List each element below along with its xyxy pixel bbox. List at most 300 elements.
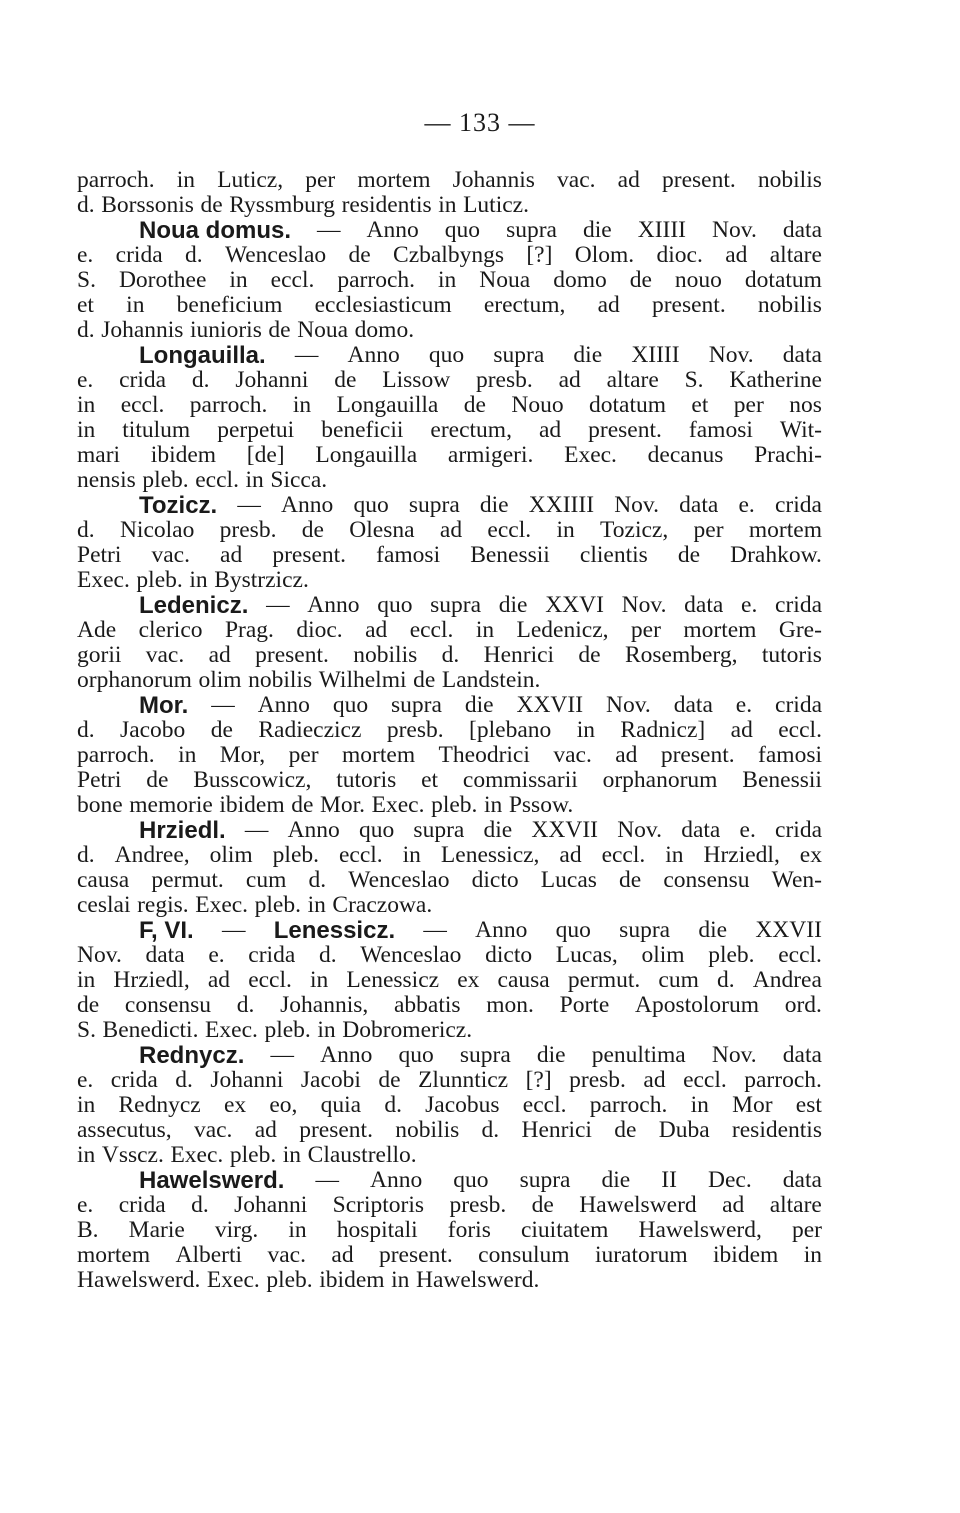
- word: de: [268, 317, 291, 343]
- word: quo: [377, 592, 413, 618]
- word: decanus: [647, 442, 724, 468]
- word: quia: [320, 1092, 362, 1118]
- word: Johannis: [101, 317, 184, 343]
- word: Alberti: [175, 1242, 243, 1268]
- word: Anno: [366, 217, 419, 243]
- word: Longauilla: [315, 442, 418, 468]
- word: vac.: [267, 1242, 306, 1268]
- word: erectum,: [430, 417, 512, 443]
- text-line: [77, 743, 822, 768]
- word: orphanorum: [602, 767, 718, 793]
- word: Bystrzicz.: [214, 567, 309, 593]
- word: e.: [739, 817, 756, 843]
- word: eccl.: [522, 1092, 567, 1118]
- word: e.: [77, 1192, 94, 1218]
- text-line: [77, 1143, 822, 1168]
- word: eccl.: [487, 517, 532, 543]
- word: in: [77, 417, 96, 443]
- text-line: [77, 518, 822, 543]
- word: Ade: [77, 617, 117, 643]
- word: Nov.: [712, 217, 757, 243]
- text-line: [77, 1168, 822, 1193]
- word: eccl.: [248, 967, 292, 993]
- word: nobilis: [248, 667, 313, 693]
- word: ibidem: [219, 792, 285, 818]
- word: ex: [799, 842, 822, 868]
- word: ad: [559, 842, 582, 868]
- word: pleb.: [254, 892, 301, 918]
- text-line: [77, 568, 822, 593]
- word: Nicolao: [119, 517, 195, 543]
- word: Borssonis: [101, 192, 194, 218]
- text-line: [77, 818, 822, 843]
- word: et: [421, 767, 439, 793]
- word: ad: [615, 742, 638, 768]
- word: S.: [684, 367, 704, 393]
- word: Apostolorum: [634, 992, 759, 1018]
- word: de: [291, 792, 314, 818]
- word: crida: [774, 492, 822, 518]
- word: XXVII: [755, 917, 822, 943]
- word: present.: [588, 417, 662, 443]
- word: in: [292, 392, 312, 418]
- word: Nov.: [614, 492, 660, 518]
- word: eccl.: [778, 942, 822, 968]
- word: XIIII: [637, 217, 686, 243]
- text-line: [77, 618, 822, 643]
- word: vac.: [145, 642, 185, 668]
- word: Hrziedl,: [113, 967, 190, 993]
- word: quo: [398, 1042, 434, 1068]
- word: —: [266, 592, 290, 618]
- word: permut.: [567, 967, 641, 993]
- text-line: [77, 168, 822, 193]
- word: pleb.: [266, 1267, 313, 1293]
- word: ex: [223, 1092, 247, 1118]
- word: iunioris: [190, 317, 262, 343]
- word: Olesna: [349, 517, 415, 543]
- word: dotatum: [744, 267, 822, 293]
- word: crida: [775, 817, 822, 843]
- word: XXVII: [516, 692, 584, 718]
- word: [?]: [526, 242, 553, 268]
- word: per: [693, 517, 724, 543]
- word: Ryssmburg: [229, 192, 335, 218]
- word: Anno: [347, 342, 400, 368]
- word: die: [582, 217, 612, 243]
- word: ad: [254, 1117, 277, 1143]
- text-line: [77, 768, 822, 793]
- word: de: [677, 542, 701, 568]
- word: mortem: [342, 742, 416, 768]
- text-line: [77, 1193, 822, 1218]
- word: Wenceslao: [224, 242, 327, 268]
- word: de: [578, 642, 601, 668]
- word: de: [301, 517, 324, 543]
- word: XXVI: [545, 592, 604, 618]
- word: e.: [738, 492, 755, 518]
- word: in: [307, 892, 326, 918]
- word: parroch.: [337, 267, 416, 293]
- word: Anno: [370, 1167, 423, 1193]
- text-line: [77, 1093, 822, 1118]
- word: altare: [769, 1192, 822, 1218]
- word: Mor.: [320, 792, 366, 818]
- word: d.: [77, 317, 95, 343]
- word: nobilis: [395, 1117, 460, 1143]
- word: quo: [453, 1167, 489, 1193]
- word: assecutus,: [77, 1117, 172, 1143]
- text-line: [77, 1243, 822, 1268]
- word: data: [782, 342, 822, 368]
- place-heading: Hawelswerd.: [139, 1167, 285, 1194]
- word: gorii: [77, 642, 122, 668]
- word: Lucas: [540, 867, 597, 893]
- word: Hawelswerd.: [77, 1267, 201, 1293]
- word: supra: [619, 917, 671, 943]
- word: in: [475, 617, 495, 643]
- word: memorie: [129, 792, 213, 818]
- word: Johannis,: [280, 992, 369, 1018]
- word: d.: [191, 367, 210, 393]
- word: Petri: [77, 767, 122, 793]
- word: dioc.: [656, 242, 703, 268]
- word: Jacobus: [425, 1092, 500, 1118]
- word: in: [310, 967, 329, 993]
- text-line: [77, 993, 822, 1018]
- word: die: [573, 342, 603, 368]
- word: d.: [308, 867, 327, 893]
- word: present.: [255, 642, 329, 668]
- word: altare: [606, 367, 659, 393]
- word: —: [244, 817, 269, 843]
- word: eccl.: [338, 842, 383, 868]
- word: ceslai: [77, 892, 131, 918]
- word: titulum: [122, 417, 191, 443]
- place-heading: Hrziedl.: [139, 817, 226, 844]
- text-line: [77, 918, 822, 943]
- text-line: [77, 268, 822, 293]
- word: e.: [735, 692, 753, 718]
- word: Prag.: [224, 617, 274, 643]
- word: XXIIII: [528, 492, 595, 518]
- word: data: [684, 592, 724, 618]
- word: supra: [506, 217, 557, 243]
- word: Anno: [475, 917, 528, 943]
- word: Lissow: [382, 367, 451, 393]
- word: in: [438, 192, 457, 218]
- word: permut.: [151, 867, 224, 893]
- word: ad: [558, 367, 581, 393]
- word: vac.: [553, 742, 592, 768]
- word: mortem: [683, 617, 757, 643]
- word: Andree,: [114, 842, 190, 868]
- place-heading: Longauilla.: [139, 342, 266, 369]
- word: Craczowa.: [332, 892, 433, 918]
- word: Noua: [479, 267, 531, 293]
- word: de: [146, 767, 169, 793]
- text-line: [77, 893, 822, 918]
- word: Prachi-: [754, 442, 822, 468]
- word: quo: [555, 917, 591, 943]
- word: Zlunnticz: [418, 1067, 509, 1093]
- word: Pssow.: [508, 792, 574, 818]
- word: die: [698, 917, 728, 943]
- word: data: [679, 492, 719, 518]
- word: Nov.: [711, 1042, 757, 1068]
- word: beneficium: [176, 292, 283, 318]
- word: Wilhelmi: [318, 667, 407, 693]
- word: domo.: [354, 317, 415, 343]
- word: d.: [481, 1117, 500, 1143]
- word: e.: [77, 1067, 94, 1093]
- word: in: [483, 792, 503, 818]
- word: consensu: [124, 992, 212, 1018]
- word: quo: [358, 817, 395, 843]
- word: Dobromericz.: [342, 1017, 473, 1043]
- word: Rednycz: [118, 1092, 201, 1118]
- word: d.: [77, 717, 95, 743]
- word: Busscowicz,: [193, 767, 312, 793]
- word: nouo: [674, 267, 722, 293]
- word: olim: [641, 942, 685, 968]
- word: in: [245, 467, 264, 493]
- text-line: [77, 218, 822, 243]
- word: in: [402, 842, 421, 868]
- word: eccl.: [683, 1067, 727, 1093]
- word: die: [536, 1042, 566, 1068]
- word: in: [77, 1092, 96, 1118]
- word: Johanni: [210, 1067, 284, 1093]
- word: mon.: [486, 992, 534, 1018]
- word: dotatum: [588, 392, 667, 418]
- word: ord.: [784, 992, 822, 1018]
- word: Anno: [257, 692, 310, 718]
- word: residentis: [731, 1117, 822, 1143]
- word: Johannis: [452, 167, 535, 193]
- word: Tozicz,: [600, 517, 669, 543]
- word: B.: [77, 1217, 99, 1243]
- word: Lucas,: [555, 942, 618, 968]
- word: Lenessicz,: [440, 842, 540, 868]
- word: bone: [77, 792, 123, 818]
- word: de: [413, 667, 436, 693]
- word: data: [782, 1167, 822, 1193]
- word: Nouo: [511, 392, 564, 418]
- word: parroch.: [77, 167, 155, 193]
- word: data: [681, 817, 721, 843]
- word: virg.: [214, 1217, 259, 1243]
- word: Johanni: [235, 367, 309, 393]
- word: Wen-: [771, 867, 822, 893]
- word: olim: [198, 667, 242, 693]
- word: [?]: [525, 1067, 552, 1093]
- word: Nov.: [77, 942, 122, 968]
- word: Nov.: [708, 342, 754, 368]
- text-line: [77, 1043, 822, 1068]
- word: Ledenicz,: [516, 617, 609, 643]
- word: —: [221, 917, 246, 943]
- word: altare: [769, 242, 822, 268]
- body-text: [77, 168, 822, 1293]
- word: Landstein.: [441, 667, 541, 693]
- word: nos: [789, 392, 822, 418]
- word: Longauilla: [336, 392, 439, 418]
- text-line: [77, 968, 822, 993]
- word: parroch.: [744, 1067, 822, 1093]
- word: nensis: [77, 467, 136, 493]
- word: perpetui: [217, 417, 295, 443]
- word: Hrziedl,: [703, 842, 780, 868]
- word: presb.: [449, 1192, 507, 1218]
- word: per: [733, 392, 764, 418]
- word: —: [315, 1167, 339, 1193]
- word: vac.: [151, 542, 190, 568]
- word: Petri: [77, 542, 122, 568]
- word: Noua: [297, 317, 349, 343]
- text-line: [77, 493, 822, 518]
- text-line: [77, 593, 822, 618]
- word: Exec.: [564, 442, 617, 468]
- word: ibidem: [713, 1242, 779, 1268]
- word: Luticz,: [217, 167, 284, 193]
- word: ad: [725, 242, 748, 268]
- word: Henrici: [521, 1117, 592, 1143]
- word: in: [189, 567, 208, 593]
- word: —: [237, 492, 261, 518]
- word: eccl.: [601, 842, 646, 868]
- word: presb.: [475, 367, 533, 393]
- word: Drahkow.: [730, 542, 822, 568]
- word: mortem: [748, 517, 822, 543]
- word: in: [77, 967, 96, 993]
- word: de: [463, 392, 486, 418]
- word: commissarii: [462, 767, 578, 793]
- text-line: [77, 418, 822, 443]
- word: Rosemberg,: [624, 642, 738, 668]
- word: per: [630, 617, 661, 643]
- word: —: [211, 692, 235, 718]
- word: d.: [384, 1092, 402, 1118]
- word: Nov.: [621, 592, 667, 618]
- word: Wenceslao: [360, 942, 462, 968]
- word: Exec.: [206, 1267, 260, 1293]
- word: Jacobo: [120, 717, 186, 743]
- word: d.: [77, 192, 95, 218]
- word: ecclesiasticum: [314, 292, 452, 318]
- word: consensu: [663, 867, 750, 893]
- word: crida: [248, 942, 296, 968]
- word: die: [464, 692, 494, 718]
- word: Hawelswerd.: [415, 1267, 540, 1293]
- word: per: [288, 742, 319, 768]
- word: Radnicz]: [620, 717, 706, 743]
- word: d.: [77, 842, 95, 868]
- word: ad: [617, 167, 640, 193]
- word: de: [200, 192, 223, 218]
- word: ad: [643, 1067, 666, 1093]
- place-heading: Rednycz.: [139, 1042, 245, 1069]
- word: Mor: [732, 1092, 773, 1118]
- word: d.: [318, 942, 337, 968]
- word: et: [77, 292, 94, 318]
- word: supra: [459, 1042, 511, 1068]
- word: Wenceslao: [348, 867, 450, 893]
- word: Dec.: [708, 1167, 752, 1193]
- word: d.: [236, 992, 255, 1018]
- word: Johanni: [234, 1192, 308, 1218]
- place-heading: F, VI.: [139, 917, 194, 944]
- word: vac.: [193, 1117, 233, 1143]
- word: supra: [493, 342, 545, 368]
- word: beneficii: [321, 417, 404, 443]
- word: d.: [175, 1067, 193, 1093]
- word: present.: [651, 292, 726, 318]
- word: S.: [77, 1017, 96, 1043]
- word: supra: [413, 817, 465, 843]
- word: ad: [722, 1192, 745, 1218]
- word: Radieczicz: [258, 717, 362, 743]
- word: e.: [77, 242, 94, 268]
- word: Luticz.: [463, 192, 529, 218]
- word: dicto: [485, 942, 533, 968]
- word: in: [665, 842, 684, 868]
- word: Andrea: [752, 967, 822, 993]
- word: crida: [775, 592, 822, 618]
- word: XIIII: [631, 342, 680, 368]
- text-line: [77, 393, 822, 418]
- word: e.: [741, 592, 758, 618]
- word: Porte: [559, 992, 610, 1018]
- word: de: [619, 867, 642, 893]
- word: clientis: [579, 542, 648, 568]
- word: supra: [519, 1167, 571, 1193]
- word: ad: [331, 1242, 354, 1268]
- word: Czbalbyngs: [393, 242, 504, 268]
- word: ad: [365, 617, 388, 643]
- word: crida: [119, 367, 167, 393]
- word: clerico: [138, 617, 203, 643]
- word: S.: [77, 267, 96, 293]
- word: Lenessicz: [346, 967, 440, 993]
- word: Jacobi: [300, 1067, 361, 1093]
- word: eccl.: [270, 267, 315, 293]
- word: die: [498, 592, 528, 618]
- word: present.: [660, 742, 735, 768]
- word: quo: [444, 217, 481, 243]
- word: Gre-: [778, 617, 822, 643]
- word: dicto: [471, 867, 519, 893]
- word: cum: [245, 867, 287, 893]
- word: d.: [77, 517, 95, 543]
- word: ad: [730, 717, 753, 743]
- word: supra: [430, 592, 482, 618]
- word: present.: [378, 1242, 453, 1268]
- word: nobilis: [757, 292, 822, 318]
- page-number: — 133 —: [424, 108, 536, 137]
- word: d.: [191, 1192, 209, 1218]
- word: present.: [299, 1117, 373, 1143]
- text-line: [77, 868, 822, 893]
- word: est: [795, 1092, 822, 1118]
- word: Benessii: [470, 542, 550, 568]
- word: de: [378, 1067, 401, 1093]
- word: present.: [272, 542, 347, 568]
- word: Anno: [307, 592, 360, 618]
- text-line: [77, 293, 822, 318]
- word: de: [77, 992, 100, 1018]
- text-line: [77, 793, 822, 818]
